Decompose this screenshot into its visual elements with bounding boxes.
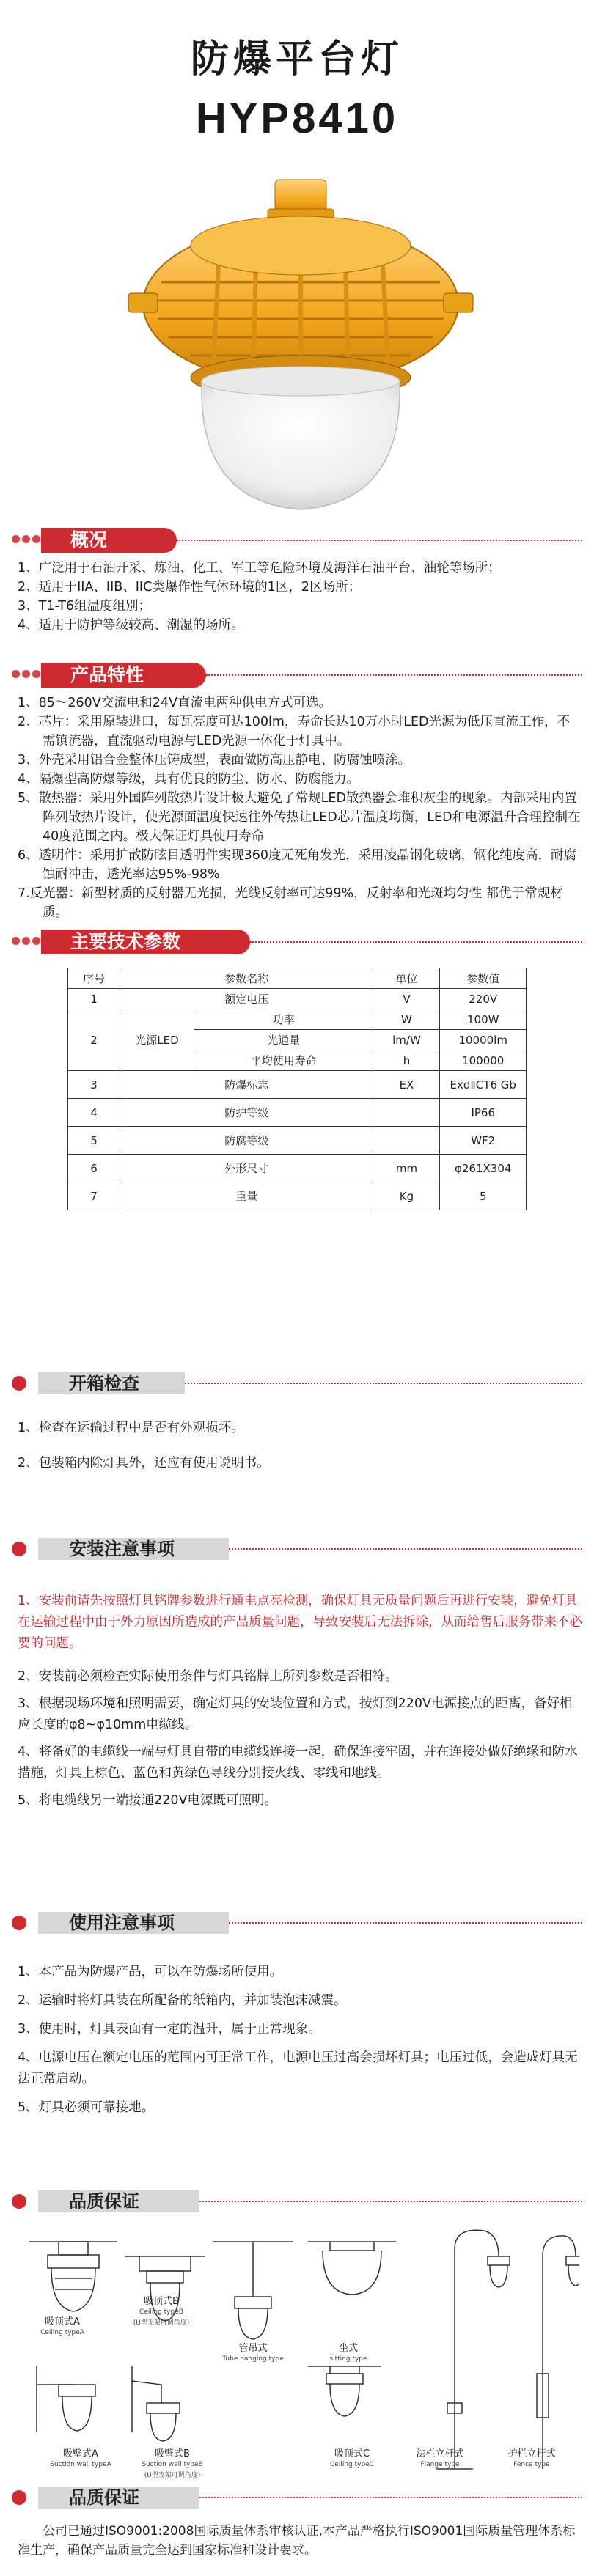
cell: WF2 (440, 1127, 527, 1155)
ceiling-type-a-figure (29, 2242, 117, 2311)
feature-line: 1、85～260V交流电和24V直流电两种供电方式可选。 (18, 696, 332, 710)
cell: φ261X304 (440, 1155, 527, 1182)
figure-label: 吸壁式B Suction wall typeB (U型支架可调角度) (142, 2448, 203, 2479)
feature-line: 7.反光器：新型材质的反射器无光损，光线反射率可达99%，反射率和光斑均匀性 都优于常规材质。 (18, 886, 563, 920)
col-header: 参数值 (440, 968, 527, 989)
spec-table-header (68, 968, 527, 989)
usage-line: 3、使用时，灯具表面有一定的温升，属于正常现象。 (18, 2022, 321, 2036)
usage-line: 2、运输时将灯具装在所配备的纸箱内，并加装泡沫减震。 (18, 1993, 347, 2008)
cell: lm/W (373, 1030, 440, 1050)
install-line: 2、安装前必须检查实际使用条件与灯具铭牌上所列参数是否相符。 (18, 1669, 398, 1684)
table-row (68, 1009, 527, 1030)
section-specs-title: 主要技术参数 (41, 930, 250, 954)
table-row (68, 1155, 527, 1182)
figure-label: 吸顶式C Ceiling typeC (330, 2448, 374, 2468)
cell: 6 (68, 1155, 120, 1182)
features-text (18, 693, 582, 922)
install-warning: 1、安装前请先按照灯具铭牌参数进行通电点亮检测，确保灯具无质量问题后再进行安装，避免灯具在运输过程中由于外力原因所造成的产品质量问题，导致安装后无法拆除，从而给售后服务带来不必要的问题。 (18, 1594, 582, 1651)
cell: 2 (68, 1009, 120, 1071)
section-quality-header (12, 2487, 582, 2509)
table-row (68, 1182, 527, 1210)
cell: EX (373, 1071, 440, 1099)
cell: Kg (373, 1182, 440, 1210)
cell: mm (373, 1155, 440, 1182)
cell: 光通量 (194, 1030, 373, 1050)
figure-label: 吸顶式A Ceiling typeA (40, 2316, 84, 2336)
ceiling-type-c-figure (308, 2366, 381, 2416)
usage-line: 5、灯具必须可靠接地。 (18, 2100, 155, 2115)
col-header: 单位 (373, 968, 440, 989)
cell: 光源LED (120, 1009, 194, 1071)
cell: 220V (440, 989, 527, 1009)
suction-wall-b-figure (132, 2366, 180, 2441)
cell: 平均使用寿命 (194, 1050, 373, 1071)
cell (373, 1127, 440, 1155)
section-install-types-header (12, 2190, 582, 2212)
usage-text (18, 1962, 582, 2119)
figure-label: 吸顶式B Ceiling typeB (U型支架可调角度) (133, 2296, 190, 2327)
cell: 防爆标志 (120, 1071, 373, 1099)
spec-table (67, 968, 527, 1210)
flange-pole-figure (436, 2230, 510, 2469)
cell: 防腐等级 (120, 1127, 373, 1155)
cell: 7 (68, 1182, 120, 1210)
cell: 100W (440, 1009, 527, 1030)
cell: 5 (440, 1182, 527, 1210)
section-overview-header (12, 528, 582, 553)
cell: 100000 (440, 1050, 527, 1071)
col-header: 序号 (68, 968, 120, 989)
section-unpacking-header (12, 1372, 582, 1394)
overview-line: 4、适用于防护等级较高、潮湿的场所。 (18, 618, 244, 633)
table-row (68, 1099, 527, 1127)
fence-pole-figure (537, 2236, 579, 2469)
table-row (68, 989, 527, 1009)
section-install-header (12, 1538, 582, 1560)
feature-line: 3、外壳采用铝合金整体压铸成型，表面做防高压静电、防腐蚀喷涂。 (18, 753, 411, 768)
section-unpacking-title: 开箱检查 (38, 1372, 185, 1394)
cell: 5 (68, 1127, 120, 1155)
section-specs-header (12, 930, 582, 954)
cell: IP66 (440, 1099, 527, 1127)
unpacking-line: 2、包装箱内除灯具外，还应有使用说明书。 (18, 1456, 270, 1471)
figure-label: 护栏立杆式 Fence type (507, 2448, 556, 2468)
section-quality-title: 品质保证 (38, 2487, 199, 2509)
section-features-header (12, 663, 582, 688)
product-title: 防爆平台灯 (190, 37, 403, 81)
cell: ExdⅡCT6 Gb (440, 1071, 527, 1099)
table-row (68, 1071, 527, 1099)
cell: 10000lm (440, 1030, 527, 1050)
install-line: 4、将备好的电缆线一端与灯具自带的电缆线连接一起，确保连接牢固，并在连接处做好绝缘和防水措施，灯具上棕色、蓝色和黄绿色导线分别接火线、零线和地线。 (18, 1745, 578, 1781)
install-text (18, 1591, 582, 1811)
section-install-types-title: 品质保证 (38, 2190, 199, 2212)
product-lamp-image (110, 158, 491, 517)
product-model: HYP8410 (195, 95, 399, 142)
install-line: 3、根据现场环境和照明需要，确定灯具的安装位置和方式，按灯到220V电源接点的距离，备好相应长度的φ8~φ10mm电缆线。 (18, 1696, 573, 1732)
quality-text: 公司已通过ISO9001:2008国际质量体系审核认证,本产品严格执行ISO9001国际质量管理体系标准生产，确保产品质量完全达到国家标准和设计要求。 (18, 2524, 576, 2558)
col-header: 参数名称 (120, 968, 373, 989)
cell: 重量 (120, 1182, 373, 1210)
cell: W (373, 1009, 440, 1030)
tube-hanging-figure (213, 2242, 293, 2339)
cell (373, 1099, 440, 1127)
section-overview-title: 概况 (41, 528, 177, 553)
section-features-title: 产品特性 (41, 663, 206, 688)
figure-label: 管吊式 Tube hanging type (222, 2343, 284, 2363)
cell: 1 (68, 989, 120, 1009)
cell: 功率 (194, 1009, 373, 1030)
cell: 4 (68, 1099, 120, 1127)
section-usage-header (12, 1912, 582, 1934)
cell: 外形尺寸 (120, 1155, 373, 1182)
section-usage-title: 使用注意事项 (38, 1912, 229, 1934)
overview-line: 3、T1-T6组温度组别； (18, 599, 151, 614)
usage-line: 4、电源电压在额定电压的范围内可正常工作，电源电压过高会损坏灯具；电压过低，会造成灯具无法正常启动。 (18, 2050, 578, 2086)
section-install-title: 安装注意事项 (38, 1538, 229, 1560)
cell: 3 (68, 1071, 120, 1099)
overview-line: 2、适用于IIA、IIB、IIC类爆作性气体环境的1区，2区场所； (18, 580, 362, 595)
unpacking-text (18, 1418, 582, 1473)
figure-label: 吸壁式A Suction wall typeA (50, 2448, 111, 2468)
overview-line: 1、广泛用于石油开采、炼油、化工、军工等危险环境及海洋石油平台、油轮等场所； (18, 561, 501, 575)
suction-wall-a-figure (37, 2366, 95, 2432)
cell: 防护等级 (120, 1099, 373, 1127)
installation-diagram (15, 2227, 579, 2484)
sitting-figure (308, 2242, 396, 2295)
usage-line: 1、本产品为防爆产品，可以在防爆场所使用。 (18, 1965, 283, 1979)
cell: V (373, 989, 440, 1009)
feature-line: 2、芯片：采用原装进口，每瓦亮度可达100lm，寿命长达10万小时LED光源为低压直流工作，不需镇流器，直流驱动电源与LED光源一体化于灯具中。 (18, 715, 570, 748)
unpacking-line: 1、检查在运输过程中是否有外观损坏。 (18, 1421, 244, 1435)
figure-label: 法栏立杆式 Flange type (416, 2448, 464, 2468)
figure-label: 坐式 sitting type (329, 2343, 367, 2363)
feature-line: 5、散热器：采用外国阵列散热片设计极大避免了常规LED散热器会堆积灰尘的现象。内部采用内置阵列散热片设计，使光源面温度快速往外传热让LED芯片温度均衡，LED和电源温升合理控制在40度范围之内。极大保证灯具使用寿命 (18, 791, 581, 844)
feature-line: 6、透明件：采用扩散防眩目透明件实现360度无死角发光，采用凌晶钢化玻璃，钢化纯度高，耐腐蚀耐冲击，透光率达95%-98% (18, 848, 577, 882)
cell: 额定电压 (120, 989, 373, 1009)
cell: h (373, 1050, 440, 1071)
feature-line: 4、隔爆型高防爆等级，具有优良的防尘、防水、防腐能力。 (18, 772, 360, 787)
table-row (68, 1127, 527, 1155)
install-line: 5、将电缆线另一端接通220V电源既可照明。 (18, 1793, 278, 1808)
overview-text (18, 559, 582, 635)
